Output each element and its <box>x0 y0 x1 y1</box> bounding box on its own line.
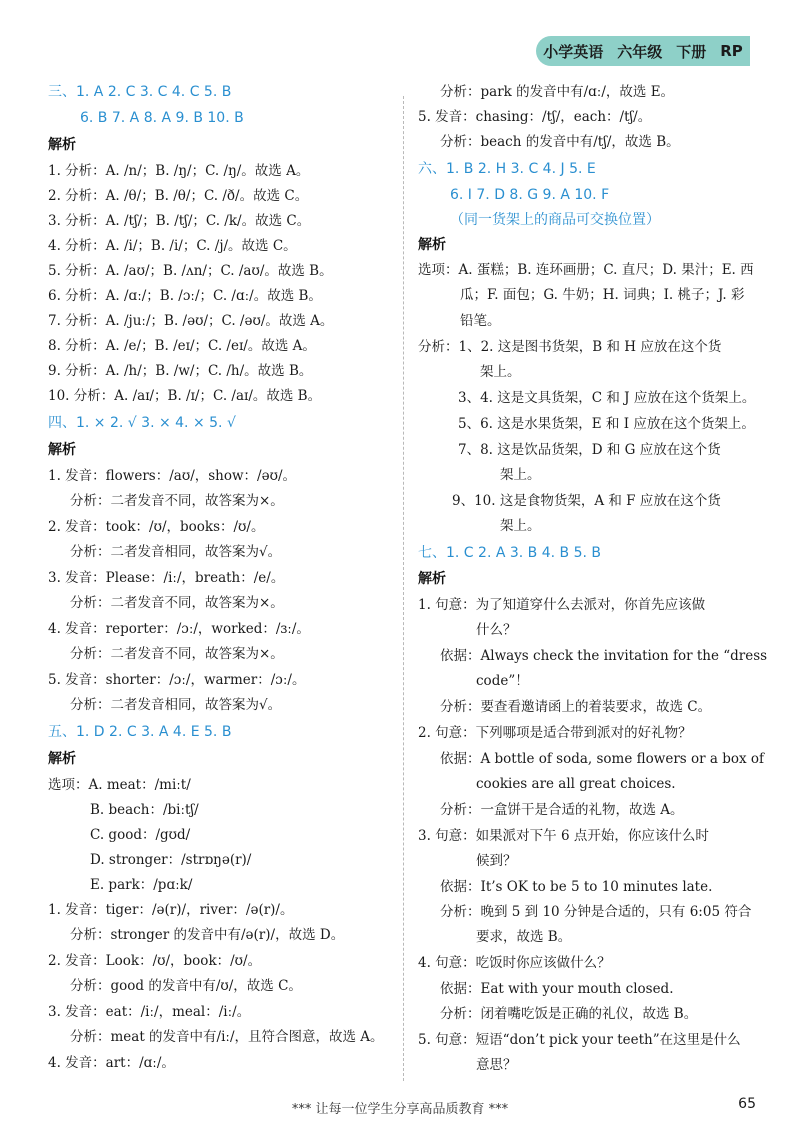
text-line: 分析：park 的发音中有/ɑː/，故选 E。 <box>440 84 675 100</box>
text-line: 5. 句意：短语“don’t pick your teeth”在这里是什么 <box>418 1032 741 1048</box>
text-line: 5、6. 这是水果货架，E 和 I 应放在这个货架上。 <box>458 416 755 432</box>
text-line: C. good：/gʊd/ <box>90 827 191 843</box>
text-line: 意思？ <box>476 1057 517 1073</box>
column-divider <box>403 96 404 1081</box>
edition-label: RP <box>720 42 743 60</box>
text-line: 分析：meat 的发音中有/iː/，且符合图意，故选 A。 <box>70 1029 384 1045</box>
text-line: 1. 发音：tiger：/ə(r)/，river：/ə(r)/。 <box>48 902 294 918</box>
text-line: 2. 分析：A. /θ/；B. /θ/；C. /ð/。故选 C。 <box>48 188 309 204</box>
text-line: 依据：A bottle of soda, some flowers or a box of <box>440 751 764 767</box>
analysis-heading: 解析 <box>418 571 446 587</box>
section-answer-line: 五、1. D 2. C 3. A 4. E 5. B <box>48 724 232 740</box>
text-line: 分析：二者发音不同，故答案为×。 <box>70 595 284 611</box>
text-line: 分析：要查看邀请函上的着装要求，故选 C。 <box>440 699 712 715</box>
text-line: 选项：A. meat：/miːt/ <box>48 777 191 793</box>
text-line: 2. 发音：took：/ʊ/，books：/ʊ/。 <box>48 519 265 535</box>
text-line: 分析：一盒饼干是合适的礼物，故选 A。 <box>440 802 684 818</box>
text-line: 4. 发音：art：/ɑː/。 <box>48 1055 175 1071</box>
section-answer-line: 七、1. C 2. A 3. B 4. B 5. B <box>418 545 602 561</box>
analysis-heading: 解析 <box>48 137 76 153</box>
text-line: 4. 分析：A. /i/；B. /i/；C. /j/。故选 C。 <box>48 238 297 254</box>
text-line: 选项：A. 蛋糕；B. 连环画册；C. 直尺；D. 果汁；E. 西 <box>418 262 754 278</box>
text-line: 要求，故选 B。 <box>476 929 572 945</box>
page-number: 65 <box>738 1096 756 1112</box>
section-answer-line: 6. I 7. D 8. G 9. A 10. F <box>450 187 610 203</box>
text-line: 依据：Eat with your mouth closed. <box>440 981 674 997</box>
text-line: 分析：stronger 的发音中有/ə(r)/，故选 D。 <box>70 927 345 943</box>
text-line: 3. 句意：如果派对下午 6 点开始，你应该什么时 <box>418 828 709 844</box>
section-answer-line: （同一货架上的商品可交换位置） <box>450 212 660 228</box>
grade-label: 六年级 <box>617 42 663 61</box>
text-line: 3. 发音：eat：/iː/，meal：/iː/。 <box>48 1004 251 1020</box>
text-line: cookies are all great choices. <box>476 776 676 792</box>
text-line: 分析：闭着嘴吃饭是正确的礼仪，故选 B。 <box>440 1006 698 1022</box>
text-line: 架上。 <box>480 364 521 380</box>
text-line: 3. 分析：A. /tʃ/；B. /tʃ/；C. /k/。故选 C。 <box>48 213 311 229</box>
text-line: 10. 分析：A. /aɪ/；B. /ɪ/；C. /aɪ/。故选 B。 <box>48 388 322 404</box>
analysis-heading: 解析 <box>418 237 446 253</box>
text-line: 铅笔。 <box>460 313 501 329</box>
text-line: 5. 发音：shorter：/ɔː/，warmer：/ɔː/。 <box>48 672 306 688</box>
text-line: 9. 分析：A. /h/；B. /w/；C. /h/。故选 B。 <box>48 363 313 379</box>
subject-label: 小学英语 <box>543 42 604 61</box>
text-line: 2. 句意：下列哪项是适合带到派对的好礼物？ <box>418 725 692 741</box>
header-tab <box>536 36 750 66</box>
text-line: 9、10. 这是食物货架，A 和 F 应放在这个货 <box>452 493 721 509</box>
text-line: 1. 句意：为了知道穿什么去派对，你首先应该做 <box>418 597 706 613</box>
analysis-heading: 解析 <box>48 751 76 767</box>
text-line: 8. 分析：A. /e/；B. /eɪ/；C. /eɪ/。故选 A。 <box>48 338 316 354</box>
text-line: 架上。 <box>500 467 541 483</box>
text-line: 什么？ <box>476 622 517 638</box>
text-line: 瓜；F. 面包；G. 牛奶；H. 词典；I. 桃子；J. 彩 <box>460 287 745 303</box>
text-line: 分析：晚到 5 到 10 分钟是合适的，只有 6:05 符合 <box>440 904 752 920</box>
text-line: 3. 发音：Please：/iː/，breath：/e/。 <box>48 570 285 586</box>
text-line: 2. 发音：Look：/ʊ/，book：/ʊ/。 <box>48 953 262 969</box>
section-answer-line: 四、1. × 2. √ 3. × 4. × 5. √ <box>48 415 236 431</box>
text-line: 4. 句意：吃饭时你应该做什么？ <box>418 955 611 971</box>
text-line: 1. 发音：flowers：/aʊ/，show：/əʊ/。 <box>48 468 297 484</box>
text-line: 依据：Always check the invitation for the “dress <box>440 648 768 664</box>
text-line: 7. 分析：A. /juː/；B. /əʊ/；C. /əʊ/。故选 A。 <box>48 313 334 329</box>
text-line: D. stronger：/strɒŋə(r)/ <box>90 852 252 868</box>
text-line: 5. 发音：chasing：/tʃ/，each：/tʃ/。 <box>418 109 652 125</box>
section-answer-line: 三、1. A 2. C 3. C 4. C 5. B <box>48 84 232 100</box>
text-line: 分析：二者发音不同，故答案为×。 <box>70 493 284 509</box>
text-line: 3、4. 这是文具货架，C 和 J 应放在这个货架上。 <box>458 390 756 406</box>
text-line: 分析：二者发音相同，故答案为√。 <box>70 544 282 560</box>
text-line: 4. 发音：reporter：/ɔː/，worked：/ɜː/。 <box>48 621 310 637</box>
text-line: 架上。 <box>500 518 541 534</box>
text-line: 分析：二者发音不同，故答案为×。 <box>70 646 284 662</box>
text-line: 5. 分析：A. /aʊ/；B. /ʌn/；C. /aʊ/。故选 B。 <box>48 263 333 279</box>
text-line: 7、8. 这是饮品货架，D 和 G 应放在这个货 <box>458 442 721 458</box>
analysis-heading: 解析 <box>48 442 76 458</box>
term-label: 下册 <box>676 42 707 61</box>
text-line: 分析：二者发音相同，故答案为√。 <box>70 697 282 713</box>
text-line: E. park：/pɑːk/ <box>90 877 193 893</box>
footer-slogan: *** 让每一位学生分享高品质教育 *** <box>291 1102 509 1117</box>
text-line: 依据：It’s OK to be 5 to 10 minutes late. <box>440 879 713 895</box>
text-line: B. beach：/biːtʃ/ <box>90 802 199 818</box>
section-answer-line: 6. B 7. A 8. A 9. B 10. B <box>80 110 244 126</box>
text-line: 分析：beach 的发音中有/tʃ/，故选 B。 <box>440 134 680 150</box>
text-line: 分析：good 的发音中有/ʊ/，故选 C。 <box>70 978 302 994</box>
text-line: 6. 分析：A. /ɑː/；B. /ɔː/；C. /ɑː/。故选 B。 <box>48 288 322 304</box>
text-line: 候到？ <box>476 853 517 869</box>
text-line: 1. 分析：A. /n/；B. /ŋ/；C. /ŋ/。故选 A。 <box>48 163 310 179</box>
text-line: 分析：1、2. 这是图书货架，B 和 H 应放在这个货 <box>418 339 722 355</box>
text-line: code”！ <box>476 673 529 689</box>
section-answer-line: 六、1. B 2. H 3. C 4. J 5. E <box>418 161 596 177</box>
